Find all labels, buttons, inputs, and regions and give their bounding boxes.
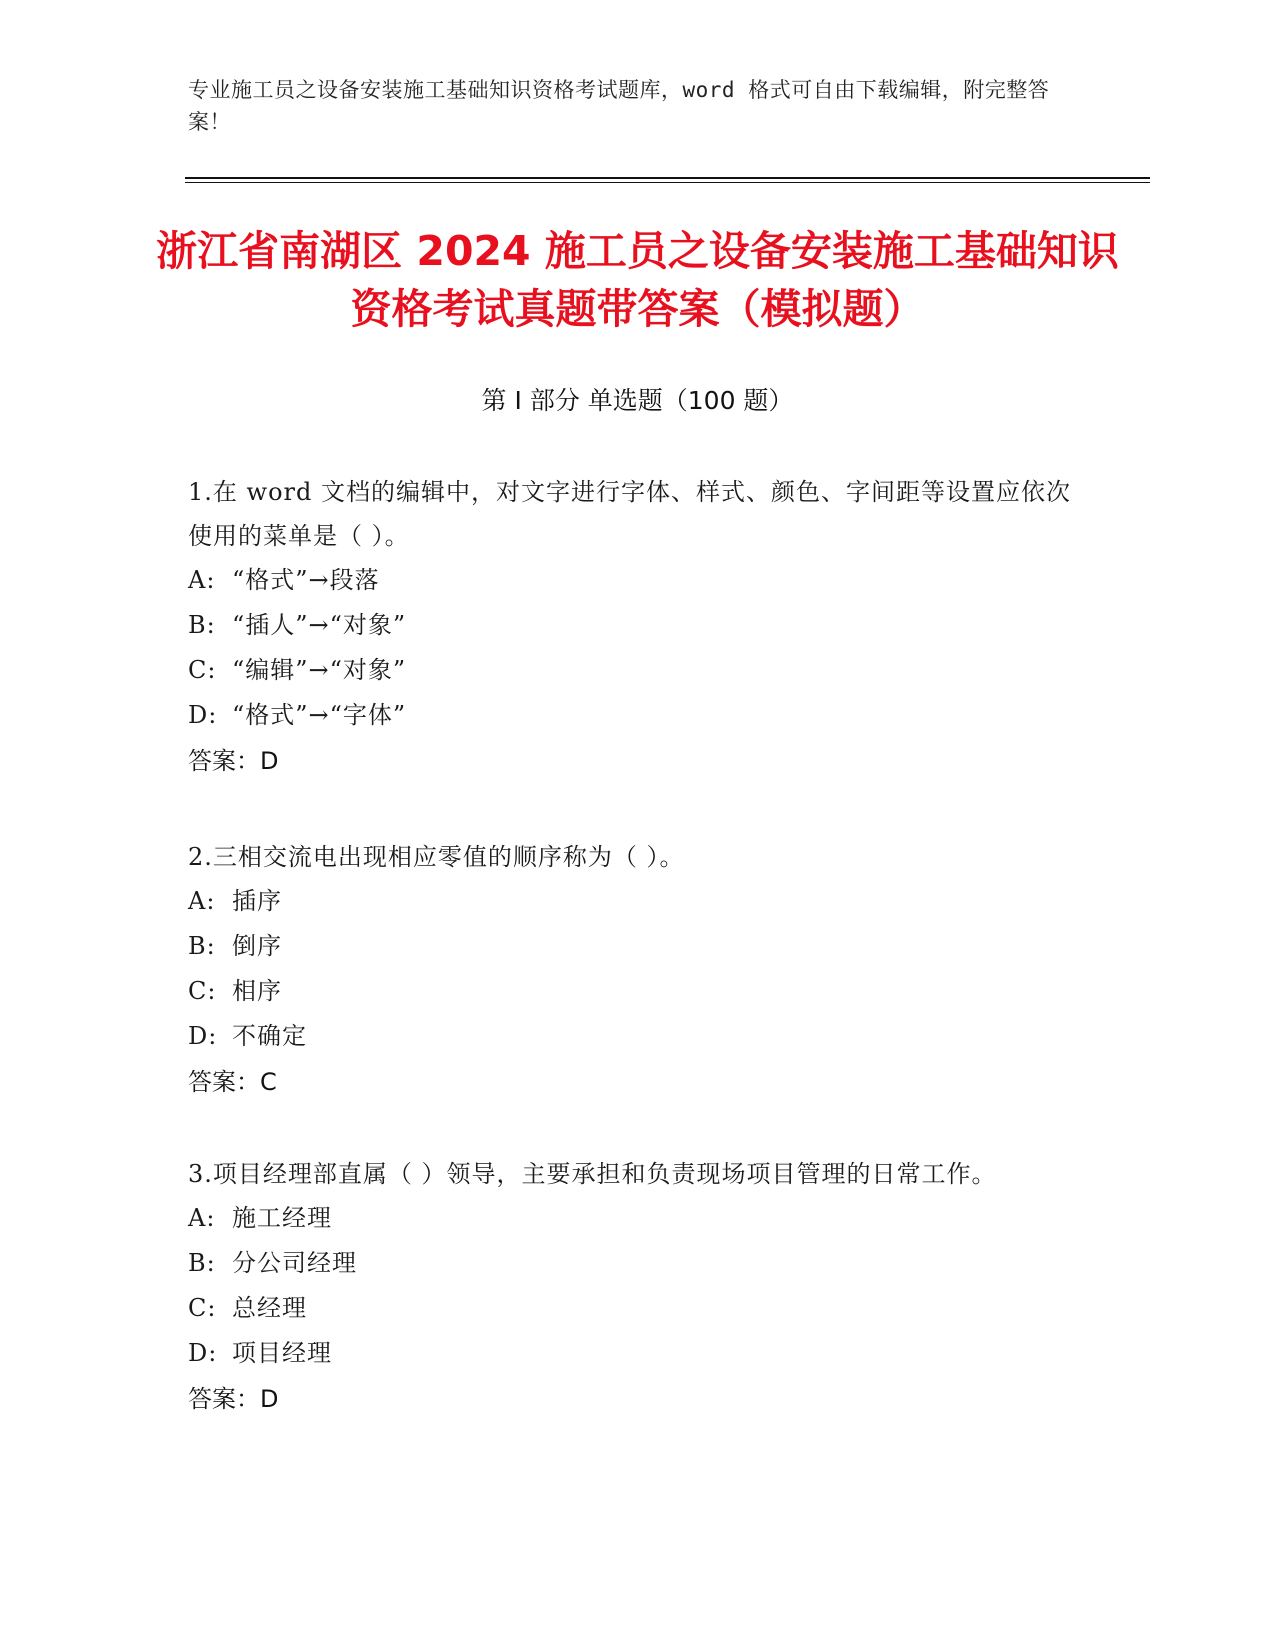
option-letter: A:	[188, 887, 216, 915]
option-a	[188, 558, 1088, 603]
option-text: 施工经理	[232, 1204, 332, 1232]
option-text: 不确定	[232, 1022, 307, 1050]
option-letter: B:	[188, 611, 216, 639]
option-c	[188, 648, 1088, 693]
question-3	[188, 1152, 1088, 1422]
option-d	[188, 1331, 1088, 1376]
option-text: 插序	[232, 887, 282, 915]
section-heading: 第 I 部分 单选题（100 题）	[481, 386, 794, 415]
question-stem: 1.在 word 文档的编辑中，对文字进行字体、样式、颜色、字间距等设置应依次使用的菜单是（ ）。	[188, 478, 1071, 550]
option-a	[188, 1196, 1088, 1241]
question-2	[188, 835, 1088, 1105]
header-note: 专业施工员之设备安装施工基础知识资格考试题库，word 格式可自由下载编辑，附完整答案！	[188, 78, 1050, 134]
option-text: 项目经理	[232, 1339, 332, 1367]
option-letter: B:	[188, 1249, 216, 1277]
header-divider-thick	[185, 177, 1150, 179]
option-b	[188, 603, 1088, 648]
question-1	[188, 470, 1088, 784]
option-letter: C:	[188, 656, 217, 684]
question-stem: 3.项目经理部直属（ ）领导，主要承担和负责现场项目管理的日常工作。	[188, 1160, 997, 1188]
option-letter: C:	[188, 1294, 217, 1322]
option-c	[188, 1286, 1088, 1331]
option-letter: D:	[188, 1022, 218, 1050]
option-letter: C:	[188, 977, 217, 1005]
answer-line: 答案：D	[188, 747, 279, 775]
header-divider-thin	[185, 182, 1150, 183]
option-letter: D:	[188, 1339, 218, 1367]
option-letter: A:	[188, 566, 216, 594]
option-letter: B:	[188, 932, 216, 960]
option-c	[188, 969, 1088, 1014]
option-b	[188, 1241, 1088, 1286]
option-d	[188, 693, 1088, 738]
question-stem: 2.三相交流电出现相应零值的顺序称为（ ）。	[188, 843, 685, 871]
option-letter: D:	[188, 701, 218, 729]
option-text: 分公司经理	[232, 1249, 357, 1277]
option-text: 总经理	[232, 1294, 307, 1322]
document-title: 浙江省南湖区 2024 施工员之设备安装施工基础知识资格考试真题带答案（模拟题）	[156, 227, 1119, 333]
option-text: 相序	[232, 977, 282, 1005]
option-letter: A:	[188, 1204, 216, 1232]
option-b	[188, 924, 1088, 969]
answer-line: 答案：C	[188, 1068, 277, 1096]
option-text: “格式”→“字体”	[232, 701, 407, 729]
option-text: “编辑”→“对象”	[232, 656, 407, 684]
option-text: 倒序	[232, 932, 282, 960]
answer-line: 答案：D	[188, 1385, 279, 1413]
option-a	[188, 879, 1088, 924]
option-d	[188, 1014, 1088, 1059]
option-text: “插人”→“对象”	[232, 611, 407, 639]
option-text: “格式”→段落	[232, 566, 380, 594]
